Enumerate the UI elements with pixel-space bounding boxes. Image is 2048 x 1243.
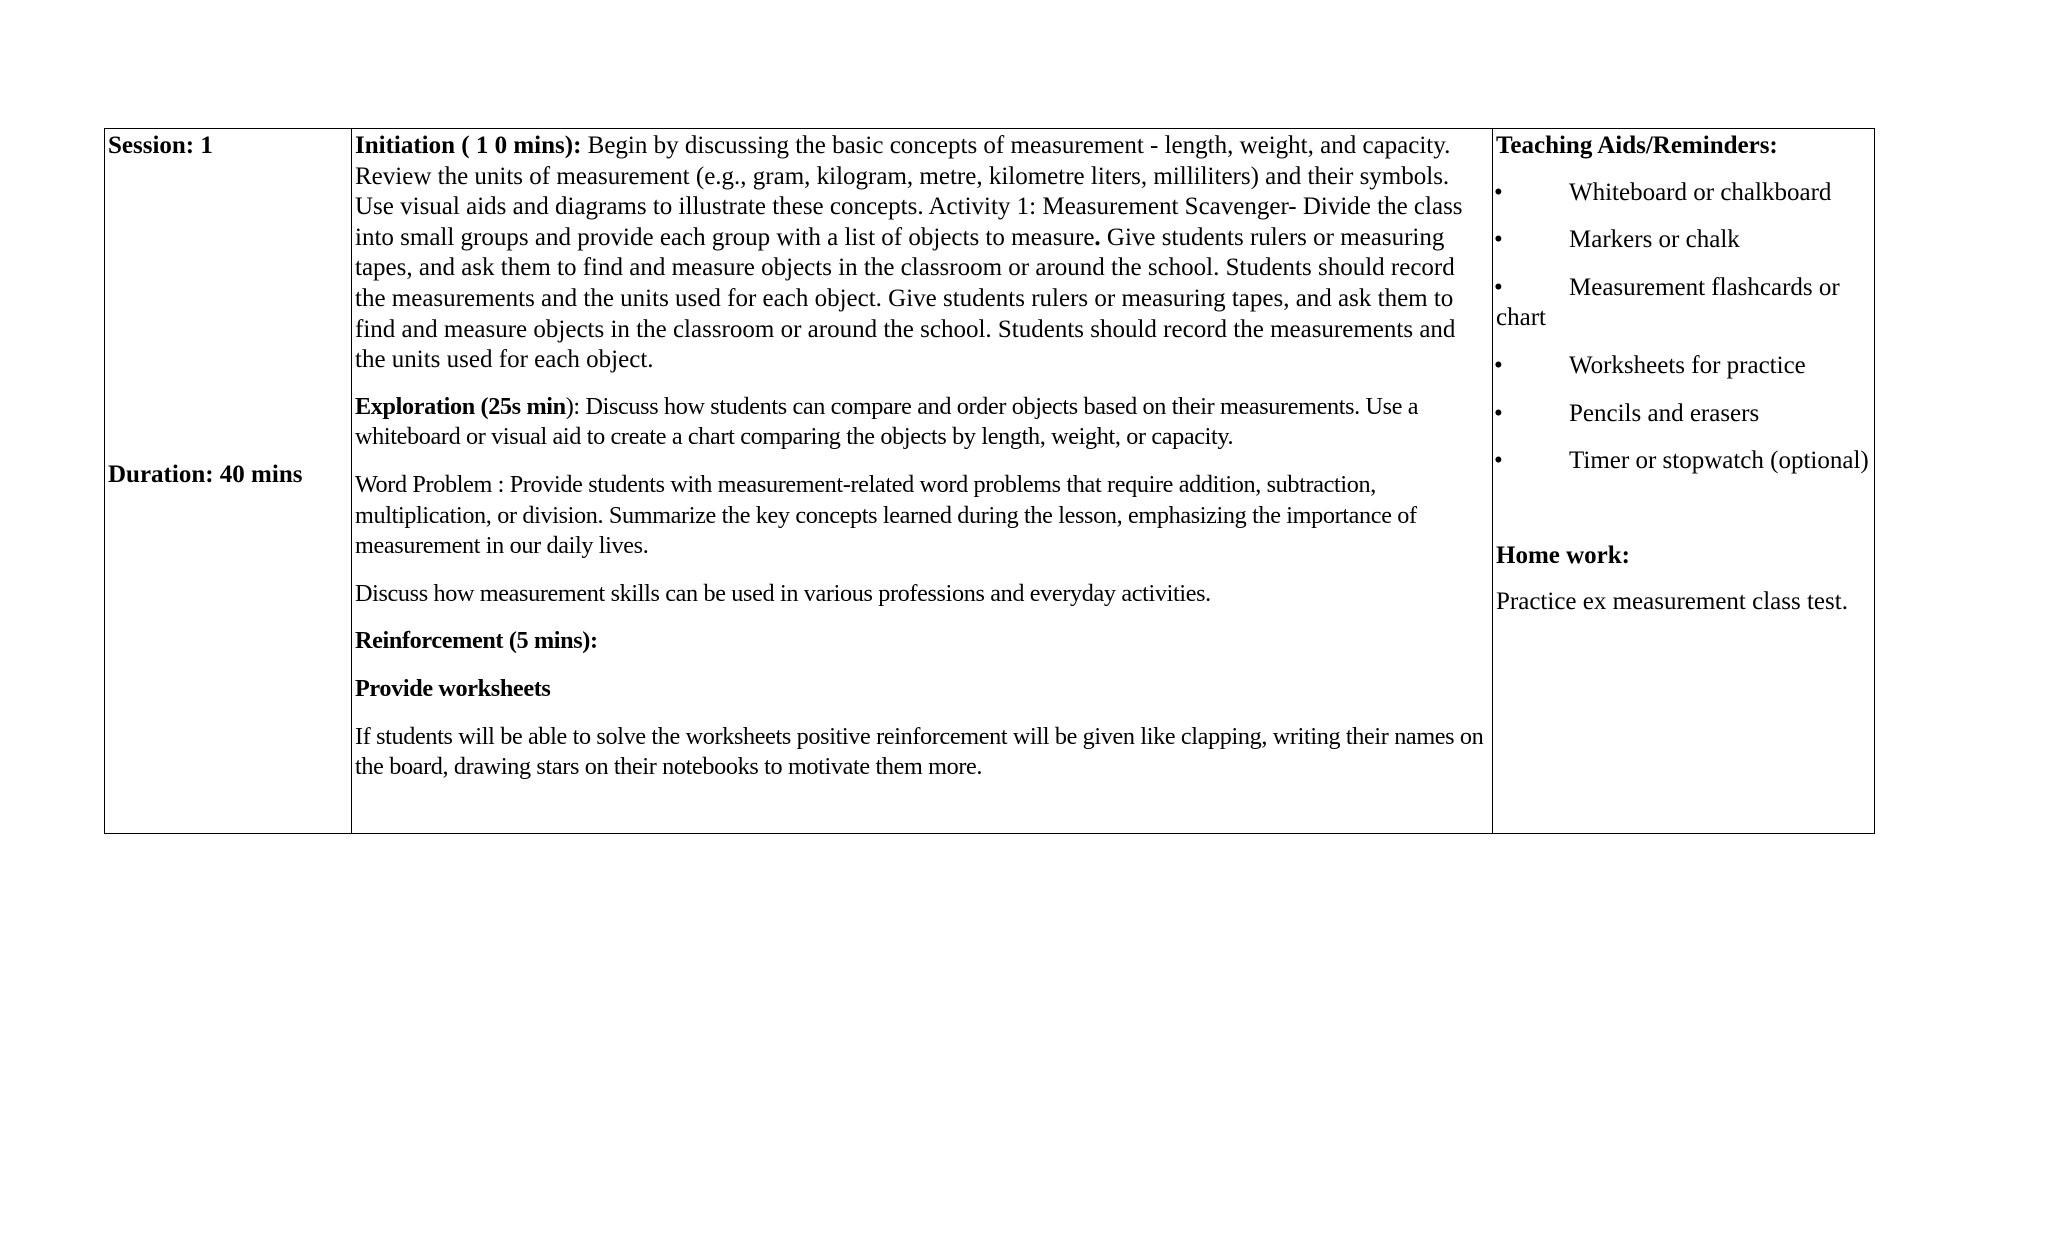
initiation-period: .	[1094, 223, 1101, 251]
bullet-icon: •	[1494, 273, 1503, 301]
initiation-text-a: Begin by discussing the basic concepts of measurement - length, weight, and capacity. Review the units of measurement (e.g., gram, kilogram, metre, kilometre liters, milliliters) and their symbols. Use visual aids and diagrams to illustrate these concepts. Activity 1: Measurement Scavenger- Divide the class into small groups and provide each group with a list of objects to measure	[355, 132, 1463, 251]
aid-item-label: Worksheets for practice	[1569, 351, 1806, 379]
aid-item	[1496, 225, 1872, 256]
exploration-title: Exploration (25s min	[355, 392, 566, 420]
aid-item-label: Pencils and erasers	[1569, 399, 1760, 427]
teaching-aids-title: Teaching Aids/Reminders:	[1496, 132, 1778, 159]
bullet-icon: •	[1494, 226, 1503, 254]
bullet-icon: •	[1494, 178, 1503, 206]
lesson-plan-row	[105, 129, 1875, 834]
reinforcement-paragraph: If students will be able to solve the worksheets positive reinforcement will be given like clapping, writing their names on the board, drawing stars on their notebooks to motivate them more.	[355, 722, 1484, 781]
aid-item-label: Whiteboard or chalkboard	[1569, 178, 1832, 206]
aid-item-label: Markers or chalk	[1569, 226, 1740, 254]
word-problem-paragraph: Word Problem : Provide students with measurement-related word problems that require addition, subtraction, multiplication, or division. Summarize the key concepts learned during the lesson, emphasizing the importance of measurement in our daily lives.	[355, 470, 1417, 560]
aid-item	[1496, 446, 1872, 477]
aid-item-label: Measurement flashcards or chart	[1496, 273, 1840, 332]
exploration-paragraph	[355, 392, 1488, 453]
worksheets-title: Provide worksheets	[355, 674, 551, 702]
reinforcement-title: Reinforcement (5 mins):	[355, 627, 598, 655]
aid-item	[1496, 399, 1872, 430]
initiation-text-b: Give students rulers or measuring tapes, and ask them to find and measure objects in the classroom or around the school. Students should record the measurements and the units used for each object. Give students rulers or measuring tapes, and ask them to find and measure objects in the classroom or around the school. Students should record the measurements and the units used for each object.	[355, 223, 1456, 374]
exploration-text: ): Discuss how students can compare and order objects based on their measurements. Use a whiteboard or visual aid to create a chart comparing the objects by length, weight, or capacity.	[355, 392, 1419, 451]
aid-item-label: Timer or stopwatch (optional)	[1569, 447, 1869, 475]
bullet-icon: •	[1494, 351, 1503, 379]
lesson-plan-table	[104, 128, 1875, 834]
homework-text: Practice ex measurement class test.	[1496, 588, 1848, 616]
session-duration: Duration: 40 mins	[108, 461, 303, 488]
session-cell	[105, 129, 352, 834]
bullet-icon: •	[1494, 399, 1503, 427]
initiation-title: Initiation ( 1 0 mins):	[355, 132, 582, 159]
aid-item	[1496, 273, 1872, 334]
bullet-icon: •	[1494, 447, 1503, 475]
session-number: Session: 1	[108, 132, 213, 159]
aid-item	[1496, 178, 1872, 209]
initiation-paragraph	[355, 131, 1488, 376]
professions-paragraph: Discuss how measurement skills can be used in various professions and everyday activities.	[355, 579, 1211, 607]
aid-item	[1496, 351, 1872, 382]
homework-title: Home work:	[1496, 541, 1630, 569]
activities-cell	[352, 129, 1493, 834]
teaching-aids-cell	[1493, 129, 1875, 834]
